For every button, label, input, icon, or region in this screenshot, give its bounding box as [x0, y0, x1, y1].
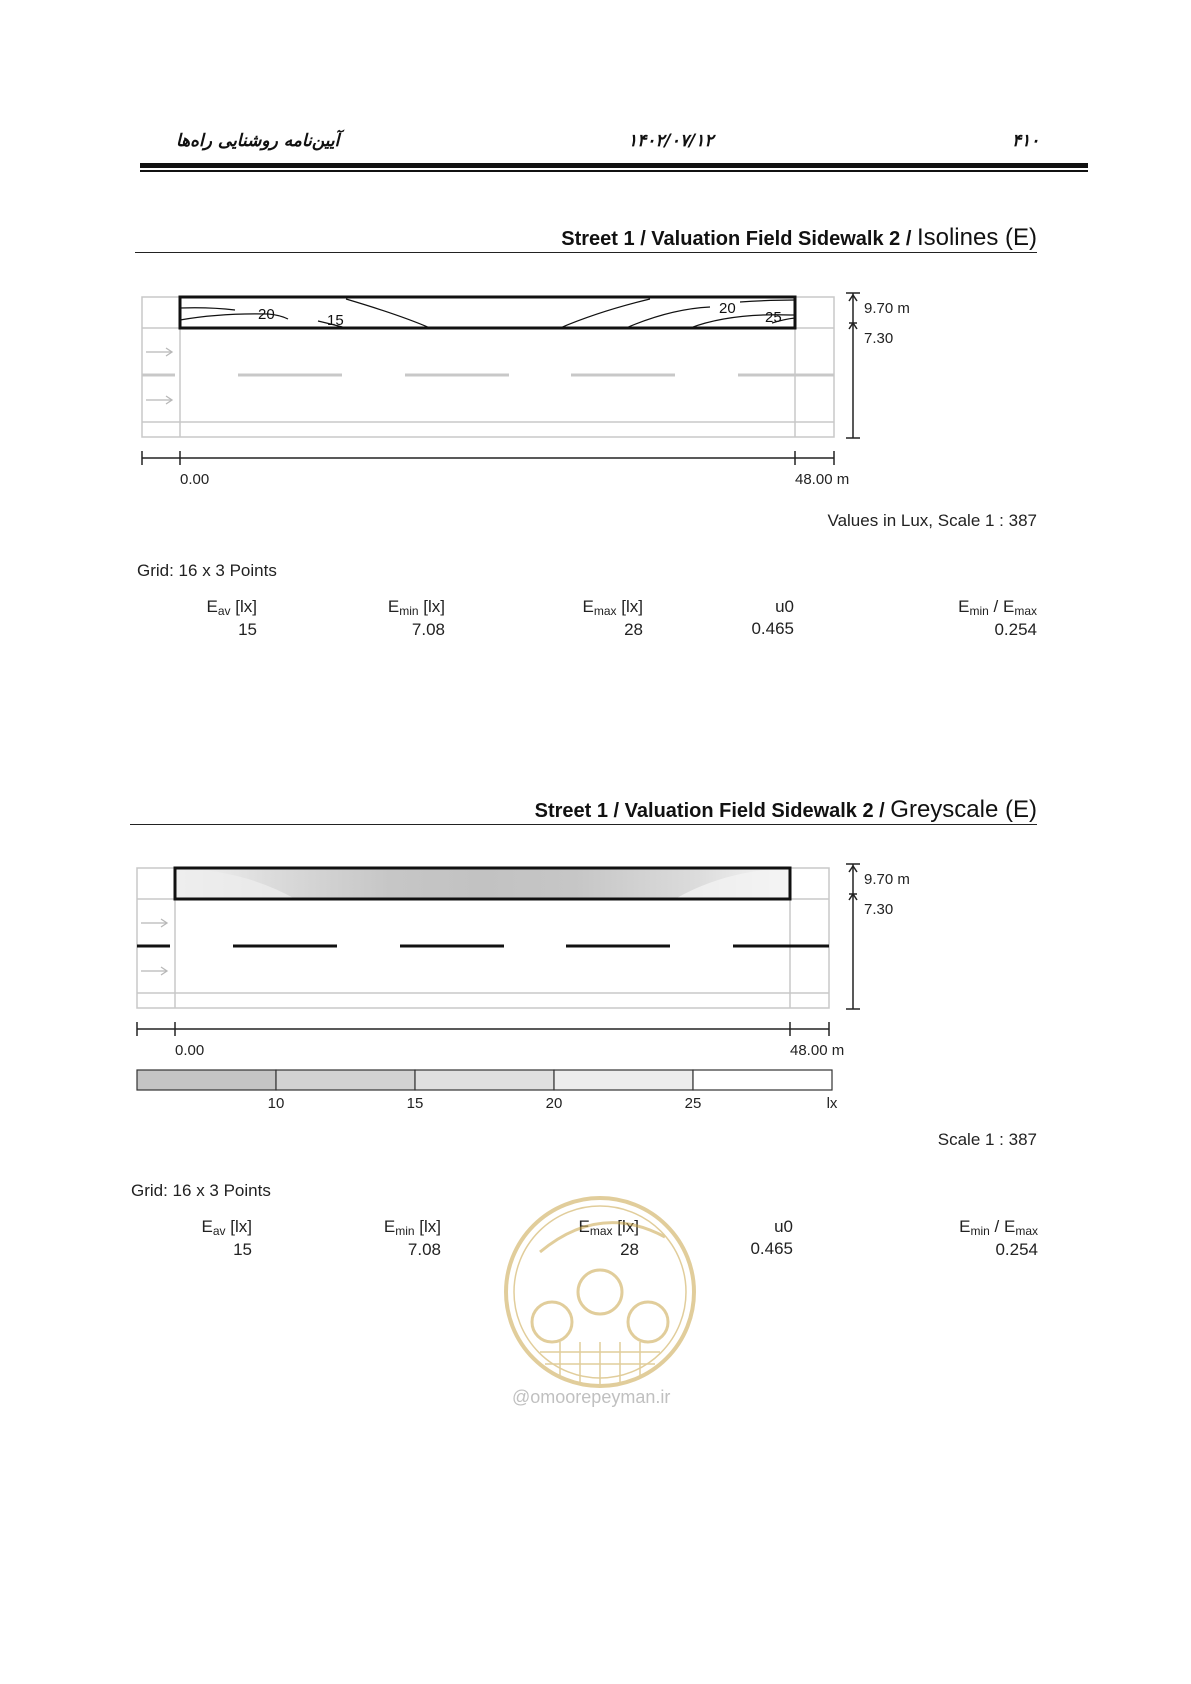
greyscale-title-main: Street 1 / Valuation Field Sidewalk 2 / [534, 800, 891, 822]
stat-eav-value: 15 [238, 620, 257, 639]
stat-eav-value: 15 [233, 1240, 252, 1259]
stat-u0: u0 0.465 [673, 1217, 793, 1259]
stat-emin: $E_{min}$ [lx] 7.08 [325, 597, 445, 640]
direction-arrow-icon [146, 396, 172, 404]
isoline-label: 20 [258, 306, 275, 323]
stat-emax: $E_{max}$ [lx] 28 [523, 597, 643, 640]
legend-swatch [554, 1070, 693, 1090]
stat-emin-value: 7.08 [411, 620, 445, 639]
greyscale-title-big: Greyscale (E) [890, 796, 1037, 823]
watermark-text: @omoorepeyman.ir [512, 1387, 671, 1407]
greyscale-legend [137, 1070, 832, 1090]
dim-mid-label: 7.30 [864, 330, 894, 347]
greyscale-diagram [125, 856, 935, 1126]
document-date: ۱۴۰۲/۰۷/۱۲ [628, 131, 714, 151]
horizontal-dimension [142, 451, 834, 465]
legend-swatch [415, 1070, 554, 1090]
direction-arrow-icon [141, 919, 167, 927]
stat-emin-value: 7.08 [407, 1240, 441, 1259]
stat-eav: $E_{av}$ [lx] 15 [137, 597, 257, 640]
legend-tick-label: 20 [545, 1095, 563, 1112]
stat-u0: u0 0.465 [674, 597, 794, 639]
header-rule-thin [140, 170, 1088, 172]
vertical-dimension [846, 864, 860, 1009]
document-title: آیین‌نامه روشنایی راه‌ها [176, 131, 340, 151]
isoline-label: 20 [719, 300, 736, 317]
dim-top-label: 9.70 m [864, 871, 910, 888]
stat-ratio-value: 0.254 [994, 620, 1037, 639]
isolines-grid-label: Grid: 16 x 3 Points [137, 561, 277, 580]
header-rule-thick [140, 163, 1088, 168]
direction-arrow-icon [146, 348, 172, 356]
greyscale-title-rule [130, 824, 1037, 825]
greyscale-title [300, 796, 1037, 824]
x-end-label: 48.00 m [790, 1042, 845, 1059]
page-number: ۴۱۰ [1012, 131, 1040, 151]
vertical-dimension [846, 293, 860, 438]
legend-swatch [276, 1070, 415, 1090]
x-start-label: 0.00 [180, 471, 210, 488]
horizontal-dimension [137, 1022, 829, 1036]
legend-tick-label: 15 [406, 1095, 424, 1112]
stat-emax: $E_{max}$ [lx] 28 [519, 1217, 639, 1260]
legend-unit-label: lx [826, 1095, 838, 1112]
stat-u0-value: 0.465 [750, 1239, 793, 1258]
stat-ratio-value: 0.254 [995, 1240, 1038, 1259]
stat-ratio: $E_{min} / E_{max}$ 0.254 [918, 1217, 1038, 1260]
direction-arrow-icon [141, 967, 167, 975]
stat-ratio: $E_{min} / E_{max}$ 0.254 [917, 597, 1037, 640]
isolines-scale-note: Values in Lux, Scale 1 : 387 [827, 511, 1037, 530]
isolines-title-main: Street 1 / Valuation Field Sidewalk 2 / [561, 228, 917, 250]
isoline-label: 15 [327, 312, 344, 329]
stat-u0-value: 0.465 [751, 619, 794, 638]
watermark-logo-icon [500, 1192, 700, 1392]
legend-tick-label: 25 [684, 1095, 702, 1112]
stat-emax-value: 28 [620, 1240, 639, 1259]
greyscale-grid-label: Grid: 16 x 3 Points [131, 1181, 271, 1200]
legend-swatch [137, 1070, 276, 1090]
legend-tick-label: 10 [267, 1095, 285, 1112]
x-end-label: 48.00 m [795, 471, 850, 488]
dim-top-label: 9.70 m [864, 300, 910, 317]
isolines-title [340, 224, 1037, 252]
stat-emin: $E_{min}$ [lx] 7.08 [321, 1217, 441, 1260]
isolines-title-big: Isolines (E) [916, 224, 1037, 251]
dim-mid-label: 7.30 [864, 901, 894, 918]
isolines-diagram [130, 285, 930, 495]
isoline-label: 25 [765, 309, 782, 326]
x-start-label: 0.00 [175, 1042, 205, 1059]
stat-emax-value: 28 [624, 620, 643, 639]
isolines-title-rule [135, 252, 1037, 253]
stat-eav: $E_{av}$ [lx] 15 [132, 1217, 252, 1260]
greyscale-scale-note: Scale 1 : 387 [937, 1130, 1037, 1149]
legend-swatch [693, 1070, 832, 1090]
